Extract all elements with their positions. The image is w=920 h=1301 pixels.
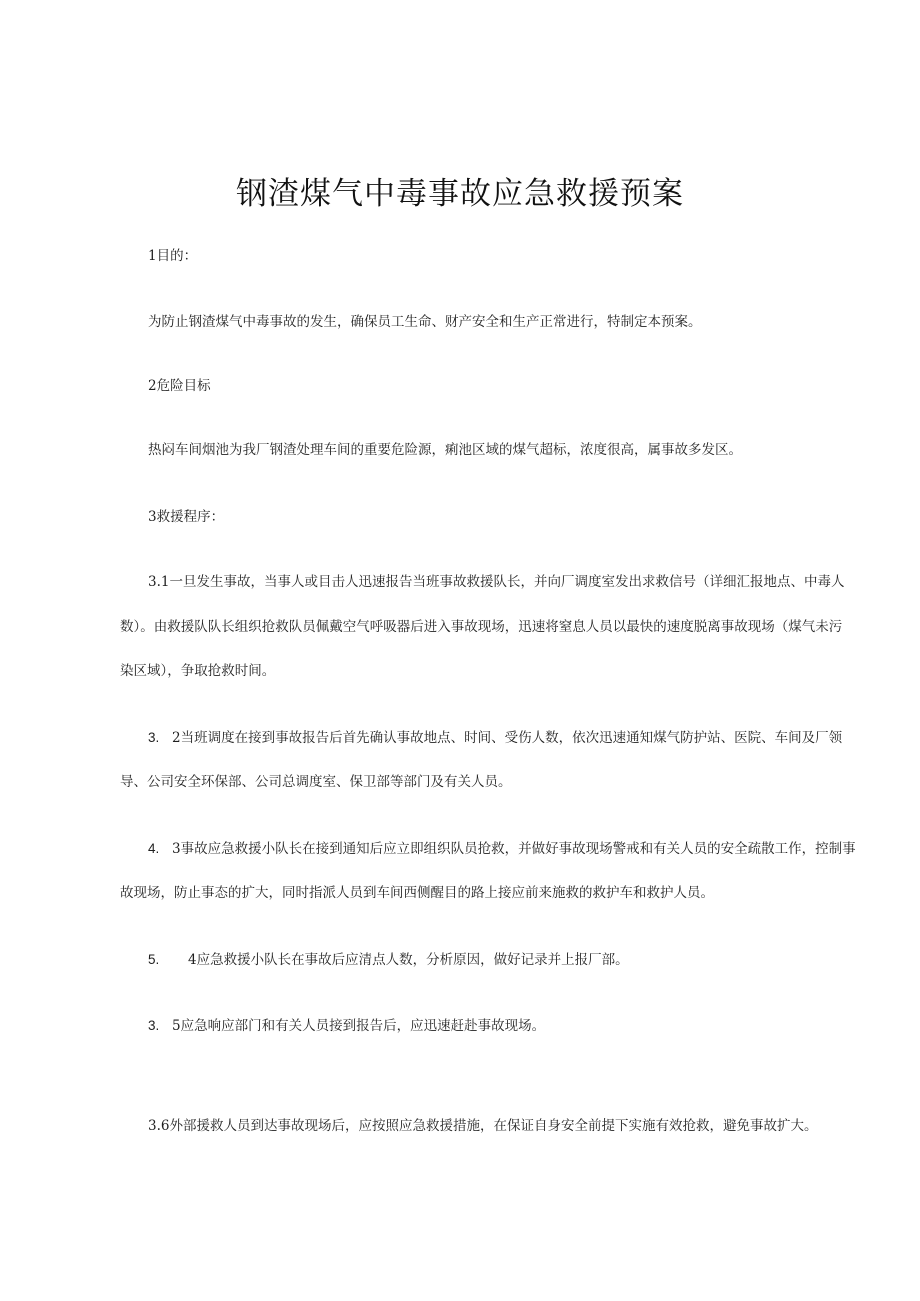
paragraph-3-1-line-2: 数）。由救援队队长组织抢救队员佩戴空气呼吸器后进入事故现场，迅速将窒息人员以最快的速度脱离事故现场（煤气未污: [120, 619, 843, 635]
paragraph-3-3-line-1: [148, 840, 856, 858]
section-3-heading: 3救援程序：: [148, 509, 225, 525]
paragraph-3-4-line-1: [148, 951, 629, 969]
paragraph-3-1-line-1: 3.1一旦发生事故，当事人或目击人迅速报告当班事故救援队长，并向厂调度室发出求救信号（详细汇报地点、中毒人: [148, 574, 845, 590]
paragraph-3-4-number: 5.: [148, 952, 160, 967]
paragraph-3-1-line-3: 染区域），争取抢救时间。: [120, 663, 276, 679]
paragraph-3-2-text: 2当班调度在接到事故报告后首先确认事故地点、时间、受伤人数，依次迅速通知煤气防护站、医院、车间及厂领: [172, 730, 843, 746]
paragraph-3-4-text: 4应急救援小队长在事故后应清点人数，分析原因，做好记录并上报厂部。: [188, 952, 629, 968]
paragraph-3-2-line-1: [148, 729, 842, 747]
paragraph-3-5-line-1: [148, 1017, 545, 1035]
paragraph-3-6-line-1: 3.6外部援救人员到达事故现场后，应按照应急救援措施，在保证自身安全前提下实施有效抢救，避免事故扩大。: [148, 1118, 818, 1134]
paragraph-3-2-number: 3.: [148, 730, 160, 745]
document-title: 钢渣煤气中毒事故应急救援预案: [236, 176, 684, 212]
paragraph-3-5-text: 5应急响应部门和有关人员接到报告后，应迅速赶赴事故现场。: [172, 1018, 546, 1034]
paragraph-3-2-line-2: 导、公司安全环保部、公司总调度室、保卫部等部门及有关人员。: [120, 774, 512, 790]
section-1-body: 为防止钢渣煤气中毒事故的发生，确保员工生命、财产安全和生产正常进行，特制定本预案。: [148, 314, 702, 330]
paragraph-3-5-number: 3.: [148, 1018, 160, 1033]
paragraph-3-3-text: 3事故应急救援小队长在接到通知后应立即组织队员抢救，并做好事故现场警戒和有关人员的安全疏散工作，控制事: [172, 841, 856, 857]
section-2-heading: 2危险目标: [148, 378, 211, 394]
section-1-heading: 1目的：: [148, 248, 198, 264]
section-2-body: 热闷车间烟池为我厂钢渣处理车间的重要危险源，痢池区域的煤气超标，浓度很高，属事故多发区。: [148, 442, 742, 458]
paragraph-3-3-number: 4.: [148, 841, 160, 856]
paragraph-3-3-line-2: 故现场，防止事态的扩大，同时指派人员到车间西侧醒目的路上接应前来施救的救护车和救护人员。: [120, 885, 714, 901]
